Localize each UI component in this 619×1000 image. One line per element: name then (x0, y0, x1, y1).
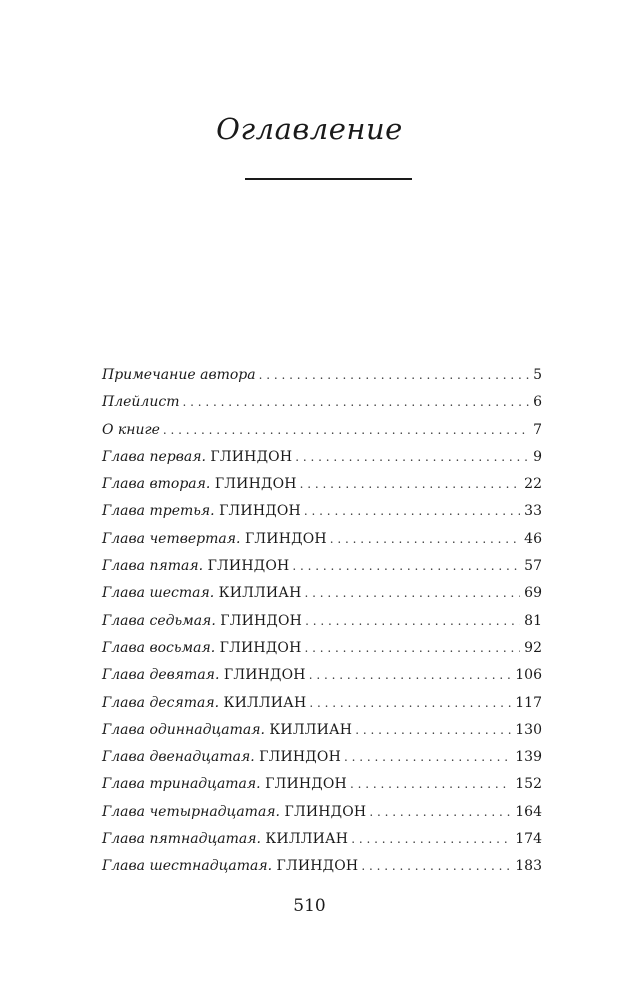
chapter-title: Глава четвертая. (102, 530, 241, 547)
toc-entry[interactable] (102, 417, 542, 444)
chapter-title: Глава пятнадцатая. (102, 831, 261, 848)
entry-label (102, 662, 306, 689)
dot-leader (344, 744, 511, 771)
page-number: 33 (524, 503, 542, 520)
narrator-name: КИЛЛИАН (265, 831, 349, 848)
narrator-name: КИЛЛИАН (223, 694, 307, 711)
page-number: 81 (524, 612, 542, 629)
dot-leader (305, 608, 520, 635)
entry-label (102, 608, 302, 635)
page-number: 183 (515, 858, 542, 875)
chapter-title: Глава одиннадцатая. (102, 721, 265, 738)
dot-leader (305, 635, 521, 662)
chapter-title: Глава первая. (102, 448, 206, 465)
entry-label (102, 771, 347, 798)
entry-label (102, 635, 302, 662)
toc-entry[interactable] (102, 717, 542, 744)
narrator-name: ГЛИНДОН (220, 612, 303, 629)
narrator-name: ГЛИНДОН (219, 503, 301, 520)
folio-page-number: 510 (293, 896, 326, 916)
dot-leader (304, 498, 520, 525)
entry-label (102, 717, 352, 744)
page-number: 117 (515, 694, 542, 711)
entry-label (102, 853, 358, 880)
toc-entry[interactable] (102, 444, 542, 471)
page-number: 130 (515, 721, 542, 738)
chapter-title: Глава вторая. (102, 476, 211, 493)
page-number: 46 (524, 530, 542, 547)
dot-leader (369, 799, 511, 826)
toc-entry[interactable] (102, 690, 542, 717)
entry-label (102, 553, 289, 580)
chapter-title: Глава седьмая. (102, 612, 216, 629)
toc-entry[interactable] (102, 389, 542, 416)
page-number: 139 (515, 749, 542, 766)
toc-entry[interactable] (102, 771, 542, 798)
chapter-title: Глава двенадцатая. (102, 749, 255, 766)
toc-entry[interactable] (102, 608, 542, 635)
entry-label (102, 526, 327, 553)
narrator-name: ГЛИНДОН (259, 749, 341, 766)
narrator-name: ГЛИНДОН (214, 476, 297, 493)
toc-entry[interactable] (102, 526, 542, 553)
chapter-title: Глава пятая. (102, 558, 204, 575)
chapter-title: Глава восьмая. (102, 639, 216, 656)
chapter-title: Глава шестнадцатая. (102, 858, 273, 875)
dot-leader (292, 553, 520, 580)
dot-leader (305, 580, 521, 607)
dot-leader (330, 526, 520, 553)
dot-leader (355, 717, 511, 744)
entry-label (102, 744, 341, 771)
entry-label (102, 471, 297, 498)
page-number: 7 (533, 421, 542, 438)
narrator-name: ГЛИНДОН (223, 667, 306, 684)
toc-entry[interactable] (102, 471, 542, 498)
chapter-title: Примечание автора (102, 367, 256, 383)
dot-leader (259, 362, 529, 389)
table-of-contents (102, 362, 542, 881)
page-title: Оглавление (216, 112, 403, 146)
entry-label (102, 389, 179, 416)
toc-entry[interactable] (102, 362, 542, 389)
toc-entry[interactable] (102, 498, 542, 525)
dot-leader (295, 444, 529, 471)
toc-entry[interactable] (102, 826, 542, 853)
page-number: 106 (515, 667, 542, 684)
dot-leader (163, 417, 529, 444)
entry-label (102, 498, 301, 525)
dot-leader (350, 771, 511, 798)
page-number: 69 (524, 585, 542, 602)
chapter-title: О книге (102, 421, 160, 438)
page-number: 22 (524, 476, 542, 493)
narrator-name: ГЛИНДОН (244, 530, 327, 547)
toc-entry[interactable] (102, 744, 542, 771)
dot-leader (309, 690, 511, 717)
toc-entry[interactable] (102, 799, 542, 826)
chapter-title: Глава третья. (102, 503, 215, 520)
entry-label (102, 444, 292, 471)
toc-entry[interactable] (102, 553, 542, 580)
page-number: 174 (515, 831, 542, 848)
toc-entry[interactable] (102, 662, 542, 689)
dot-leader (182, 389, 529, 416)
toc-entry[interactable] (102, 580, 542, 607)
narrator-name: ГЛИНДОН (210, 448, 293, 465)
page-number: 5 (533, 367, 542, 383)
dot-leader (361, 853, 511, 880)
page-number: 92 (524, 639, 542, 656)
dot-leader (309, 662, 512, 689)
chapter-title: Глава четырнадцатая. (102, 803, 281, 820)
chapter-title: Глава десятая. (102, 694, 220, 711)
toc-entry[interactable] (102, 635, 542, 662)
narrator-name: ГЛИНДОН (265, 776, 347, 793)
toc-entry[interactable] (102, 853, 542, 880)
entry-label (102, 690, 306, 717)
page-number: 152 (515, 776, 542, 793)
entry-label (102, 580, 302, 607)
dot-leader (351, 826, 511, 853)
entry-label (102, 417, 160, 444)
narrator-name: ГЛИНДОН (276, 858, 359, 875)
narrator-name: ГЛИНДОН (284, 803, 367, 820)
page-number: 6 (533, 394, 542, 411)
chapter-title: Плейлист (102, 394, 180, 411)
narrator-name: КИЛЛИАН (269, 721, 353, 738)
chapter-title: Глава тринадцатая. (102, 776, 261, 793)
narrator-name: КИЛЛИАН (218, 585, 302, 602)
page-number: 164 (515, 803, 542, 820)
dot-leader (300, 471, 521, 498)
chapter-title: Глава шестая. (102, 585, 215, 602)
narrator-name: ГЛИНДОН (219, 639, 302, 656)
chapter-title: Глава девятая. (102, 667, 220, 684)
entry-label (102, 826, 348, 853)
page-number: 57 (524, 558, 542, 575)
entry-label (102, 799, 366, 826)
entry-label (102, 362, 256, 389)
narrator-name: ГЛИНДОН (207, 558, 290, 575)
title-underline (245, 178, 412, 180)
page-number: 9 (533, 448, 542, 465)
